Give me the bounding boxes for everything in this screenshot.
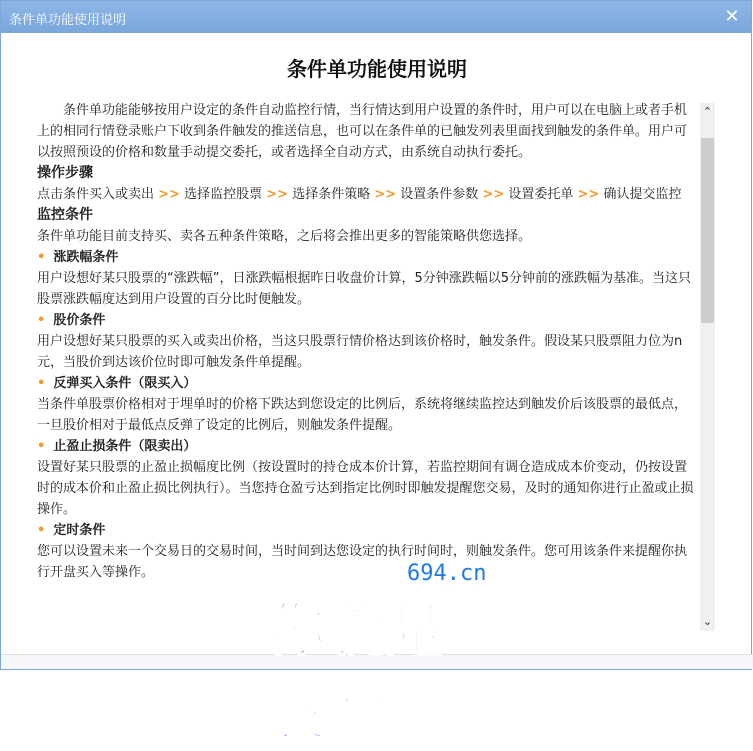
condition-title: • 止盈止损条件（限卖出） — [37, 436, 699, 457]
watermark-url: 694.cn — [407, 561, 487, 586]
steps-line — [37, 184, 699, 205]
intro-paragraph: 条件单功能能够按用户设定的条件自动监控行情，当行情达到用户设置的条件时，用户可以在电脑上或者手机上的相同行情登录账户下收到条件触发的推送信息，也可以在条件单的已触发列表里面找到触发的条件单。用户可以按照预设的价格和数量手动提交委托，或者选择全自动方式，由系统自动执行委托。 — [37, 103, 688, 160]
title-bar[interactable] — [1, 1, 751, 33]
condition-body: 当条件单股票价格相对于埋单时的价格下跌达到您设定的比例后，系统将继续监控达到触发价后该股票的最低点，一旦股价相对于最低点反弹了设定的比例后，则触发条件提醒。 — [37, 397, 688, 433]
condition-title: • 反弹买入条件（限买入） — [37, 373, 699, 394]
watermark-text: 你就是股神 — [267, 596, 448, 748]
condition-title: • 股价条件 — [37, 310, 699, 331]
step-6: 确认提交监控 — [603, 187, 682, 202]
step-2: 选择监控股票 — [184, 187, 263, 202]
help-content — [37, 100, 699, 631]
arrow: >> — [374, 187, 397, 202]
arrow: >> — [482, 187, 505, 202]
condition-title: • 定时条件 — [37, 520, 699, 541]
step-3: 选择条件策略 — [292, 187, 371, 202]
step-1: 点击条件买入或卖出 — [37, 187, 155, 202]
arrow: >> — [577, 187, 600, 202]
steps-title: 操作步骤 — [37, 165, 93, 181]
vertical-scrollbar[interactable] — [700, 103, 715, 631]
scroll-up-icon[interactable]: ⌃ — [702, 105, 713, 118]
condition-body: 用户设想好某只股票的买入或卖出价格，当这只股票行情价格达到该价格时，触发条件。假设某只股票阻力位为n元，当股价到达该价位时即可触发条件单提醒。 — [37, 334, 683, 370]
arrow: >> — [158, 187, 180, 202]
step-4: 设置条件参数 — [400, 187, 479, 202]
condition-body: 设置好某只股票的止盈止损幅度比例（按设置时的持仓成本价计算，若监控期间有调仓造成成本价变动，仍按设置时的成本价和止盈止损比例执行）。当您持仓盈亏达到指定比例时即触发提醒您交易，及时的通知你进行止盈或止损操作。 — [37, 460, 694, 517]
scroll-down-icon[interactable]: ⌄ — [702, 615, 713, 628]
monitor-title: 监控条件 — [37, 207, 93, 223]
window-title: 条件单功能使用说明 — [9, 13, 127, 28]
condition-body: 您可以设置未来一个交易日的交易时间，当时间到达您设定的执行时间时，则触发条件。您可用该条件来提醒你执行开盘买入等操作。 — [37, 544, 688, 580]
bottom-bar — [1, 654, 753, 669]
condition-body: 用户设想好某只股票的“涨跌幅”，日涨跌幅根据昨日收盘价计算，5分钟涨跌幅以5分钟前的涨跌幅为基准。当这只股票涨跌幅度达到用户设置的百分比时便触发。 — [37, 271, 692, 307]
close-icon[interactable]: ✕ — [724, 6, 740, 27]
step-5: 设置委托单 — [508, 187, 574, 202]
condition-title: • 涨跌幅条件 — [37, 247, 699, 268]
scroll-thumb[interactable] — [701, 138, 714, 323]
doc-heading: 条件单功能使用说明 — [287, 57, 467, 81]
monitor-intro: 条件单功能目前支持买、卖各五种条件策略，之后将会推出更多的智能策略供您选择。 — [37, 229, 532, 244]
arrow: >> — [266, 187, 289, 202]
